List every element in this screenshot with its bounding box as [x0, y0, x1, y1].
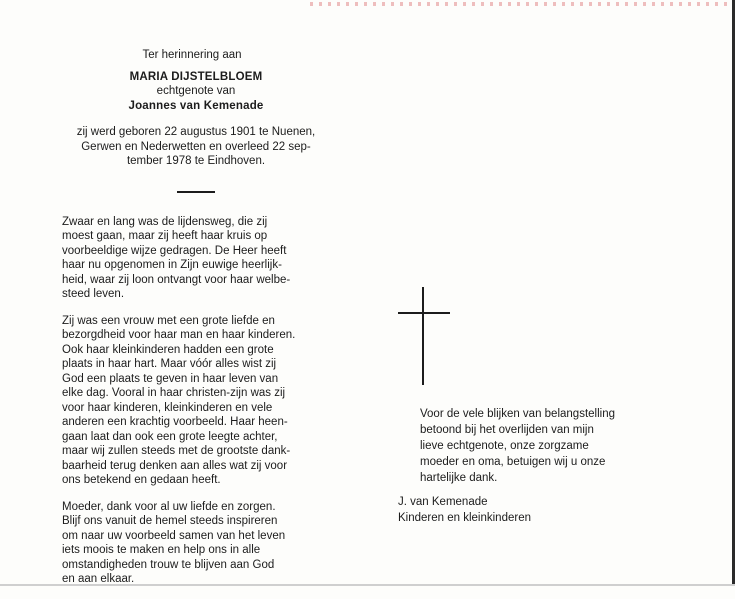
paragraph-line: voorbeeldige wijze gedragen. De Heer heeft: [62, 244, 287, 257]
paragraph-line: Zij was een vrouw met een grote liefde en: [62, 314, 275, 327]
paragraph-line: gaan laat dan ook een grote leegte achter,: [62, 430, 278, 443]
divider-line: [177, 191, 215, 193]
paragraph-line: omstandigheden trouw te blijven aan God: [62, 558, 275, 571]
paragraph-line: en aan elkaar.: [62, 573, 135, 585]
paragraph-line: om naar uw voorbeeld samen van het leven: [62, 529, 286, 542]
signature-name: J. van Kemenade: [398, 496, 488, 508]
paragraph-line: elke dag. Vooral in haar christen-zijn was zij: [62, 387, 286, 399]
dates-line: Gerwen en Nederwetten en overleed 22 sep-: [81, 140, 311, 153]
paragraph-line: voor haar kinderen, kleinkinderen en vele: [62, 401, 273, 414]
print-marks: [310, 2, 730, 6]
paragraph-line: bezorgdheid voor haar man en haar kinderen.: [62, 329, 296, 341]
signature-block: [398, 494, 698, 526]
paragraph-line: Blijf ons vanuit de hemel steeds inspireren: [62, 515, 278, 527]
paragraph-line: baarheid terug denken aan alles wat zij voor: [62, 459, 288, 472]
thanks-line: hartelijke dank.: [420, 472, 498, 484]
thanks-line: Voor de vele blijken van belangstelling: [420, 408, 615, 420]
paragraph-line: moest gaan, maar zij heeft haar kruis op: [62, 230, 268, 242]
thanks-line: moeder en oma, betuigen wij u onze: [420, 456, 606, 468]
deceased-name: MARIA DIJSTELBLOEM: [129, 70, 263, 83]
thanks-line: betoond bij het overlijden van mijn: [420, 424, 594, 436]
paragraph-line: Ook haar kleinkinderen hadden een grote: [62, 343, 274, 356]
paragraph-line: heid, waar zij loon ontvangt voor haar welbe-: [62, 273, 291, 286]
dates-line: tember 1978 te Eindhoven.: [126, 155, 266, 167]
paragraph-line: God een plaats te geven in haar leven van: [62, 372, 279, 385]
cross-horizontal-bar: [398, 312, 450, 314]
paragraph-line: steed leven.: [62, 288, 125, 300]
dates-line: zij werd geboren 22 augustus 1901 te Nuenen,: [76, 126, 316, 138]
paragraph-line: Moeder, dank voor al uw liefde en zorgen.: [62, 500, 276, 513]
paragraph-line: maar wij zullen steeds met de grootste dank-: [62, 445, 291, 457]
paragraph-vrouw: [62, 314, 330, 488]
paragraph-line: plaats in haar hart. Maar vóór alles wist zij: [62, 358, 277, 370]
intro-line: Ter herinnering aan: [142, 49, 242, 61]
paragraph-lijdensweg: [62, 215, 330, 302]
paragraph-line: iets moois te maken en help ons in alle: [62, 544, 261, 556]
cross-icon: [398, 287, 450, 385]
birth-death-dates: [62, 125, 330, 169]
thanks-text: [420, 406, 710, 486]
memorial-text-panel: [62, 48, 330, 599]
signature-family: Kinderen en kleinkinderen: [398, 512, 531, 524]
paragraph-moeder: [62, 500, 330, 587]
paragraph-line: Zwaar en lang was de lijdensweg, die zij: [62, 215, 268, 228]
spouse-intro: echtgenote van: [156, 85, 236, 97]
spouse-name: Joannes van Kemenade: [128, 99, 264, 112]
paragraph-line: anderen een krachtig voorbeeld. Haar heen-: [62, 416, 288, 428]
paragraph-line: ons betekend en gedaan heeft.: [62, 474, 221, 486]
cross-vertical-bar: [422, 287, 424, 385]
paragraph-line: haar nu opgenomen in Zijn euwige heerlijk-: [62, 259, 282, 271]
thanks-line: lieve echtgenote, onze zorgzame: [420, 440, 589, 452]
